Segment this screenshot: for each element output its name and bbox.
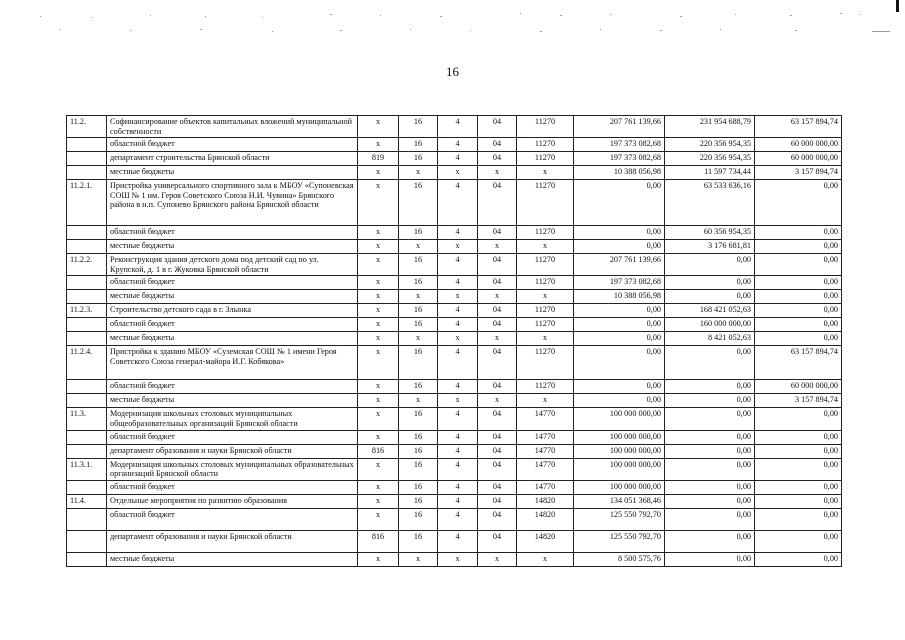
table-row bbox=[67, 444, 842, 458]
subprogram-code: 4 bbox=[438, 226, 478, 240]
table-row bbox=[67, 552, 842, 566]
amount-year2: 0,00 bbox=[665, 394, 755, 408]
amount-year1: 0,00 bbox=[574, 226, 665, 240]
table-row bbox=[67, 530, 842, 552]
subprogram-code: 4 bbox=[438, 152, 478, 166]
item-name: местные бюджеты bbox=[107, 332, 358, 346]
amount-year1: 10 388 056,98 bbox=[574, 290, 665, 304]
item-name: местные бюджеты bbox=[107, 240, 358, 254]
subprogram-code: 4 bbox=[438, 494, 478, 508]
amount-year1: 197 373 082,68 bbox=[574, 152, 665, 166]
amount-year3: 0,00 bbox=[755, 276, 842, 290]
direction-code: 11270 bbox=[517, 152, 574, 166]
item-name: Строительство детского сада в г. Злынка bbox=[107, 304, 358, 318]
subprogram-code: х bbox=[438, 332, 478, 346]
table-row bbox=[67, 166, 842, 180]
program-code: 16 bbox=[399, 430, 438, 444]
program-code: 16 bbox=[399, 318, 438, 332]
table-row bbox=[67, 494, 842, 508]
grbs-code: 819 bbox=[358, 152, 399, 166]
grbs-code: х bbox=[358, 180, 399, 226]
table-row bbox=[67, 508, 842, 530]
subprogram-code: 4 bbox=[438, 138, 478, 152]
direction-code: 11270 bbox=[517, 138, 574, 152]
direction-code: 11270 bbox=[517, 226, 574, 240]
row-number bbox=[67, 430, 107, 444]
amount-year3: 0,00 bbox=[755, 408, 842, 430]
event-code: 04 bbox=[478, 444, 517, 458]
amount-year3: 0,00 bbox=[755, 318, 842, 332]
table-row bbox=[67, 430, 842, 444]
row-number bbox=[67, 138, 107, 152]
amount-year2: 231 954 688,79 bbox=[665, 116, 755, 138]
subprogram-code: 4 bbox=[438, 346, 478, 380]
event-code: 04 bbox=[478, 318, 517, 332]
event-code: 04 bbox=[478, 530, 517, 552]
amount-year3: 0,00 bbox=[755, 444, 842, 458]
subprogram-code: х bbox=[438, 166, 478, 180]
item-name: департамент образования и науки Брянской области bbox=[107, 444, 358, 458]
grbs-code: х bbox=[358, 318, 399, 332]
direction-code: 14770 bbox=[517, 444, 574, 458]
event-code: 04 bbox=[478, 346, 517, 380]
amount-year3: 60 000 000,00 bbox=[755, 138, 842, 152]
amount-year1: 207 761 139,66 bbox=[574, 254, 665, 276]
item-name: областной бюджет bbox=[107, 318, 358, 332]
event-code: х bbox=[478, 166, 517, 180]
table-row bbox=[67, 254, 842, 276]
event-code: х bbox=[478, 552, 517, 566]
subprogram-code: 4 bbox=[438, 380, 478, 394]
amount-year3: 60 000 000,00 bbox=[755, 152, 842, 166]
row-number bbox=[67, 380, 107, 394]
grbs-code: х bbox=[358, 480, 399, 494]
amount-year3: 0,00 bbox=[755, 254, 842, 276]
grbs-code: х bbox=[358, 290, 399, 304]
subprogram-code: 4 bbox=[438, 480, 478, 494]
event-code: 04 bbox=[478, 458, 517, 480]
item-name: местные бюджеты bbox=[107, 166, 358, 180]
amount-year3: 0,00 bbox=[755, 180, 842, 226]
row-number bbox=[67, 394, 107, 408]
grbs-code: х bbox=[358, 138, 399, 152]
amount-year1: 197 373 082,68 bbox=[574, 276, 665, 290]
grbs-code: х bbox=[358, 346, 399, 380]
event-code: 04 bbox=[478, 226, 517, 240]
row-number bbox=[67, 152, 107, 166]
amount-year3: 63 157 894,74 bbox=[755, 346, 842, 380]
item-name: департамент строительства Брянской области bbox=[107, 152, 358, 166]
item-name: Пристройка к зданию МБОУ «Суземская СОШ № 1 имени Героя Советского Союза генерал-майора И.Г. Кобякова» bbox=[107, 346, 358, 380]
table-row bbox=[67, 304, 842, 318]
direction-code: 14770 bbox=[517, 458, 574, 480]
item-name: областной бюджет bbox=[107, 226, 358, 240]
row-number bbox=[67, 530, 107, 552]
item-name: Модернизация школьных столовых муниципальных образовательных организаций Брянской области bbox=[107, 458, 358, 480]
direction-code: х bbox=[517, 394, 574, 408]
amount-year3: 0,00 bbox=[755, 552, 842, 566]
amount-year1: 100 000 000,00 bbox=[574, 408, 665, 430]
amount-year2: 0,00 bbox=[665, 552, 755, 566]
row-number bbox=[67, 444, 107, 458]
event-code: 04 bbox=[478, 508, 517, 530]
amount-year2: 0,00 bbox=[665, 530, 755, 552]
amount-year3: 0,00 bbox=[755, 240, 842, 254]
subprogram-code: 4 bbox=[438, 408, 478, 430]
event-code: х bbox=[478, 240, 517, 254]
grbs-code: х bbox=[358, 240, 399, 254]
amount-year2: 63 533 636,16 bbox=[665, 180, 755, 226]
amount-year1: 0,00 bbox=[574, 346, 665, 380]
table-row bbox=[67, 380, 842, 394]
amount-year2: 0,00 bbox=[665, 276, 755, 290]
amount-year2: 3 176 681,81 bbox=[665, 240, 755, 254]
row-number: 11.2. bbox=[67, 116, 107, 138]
amount-year2: 0,00 bbox=[665, 480, 755, 494]
grbs-code: х bbox=[358, 458, 399, 480]
direction-code: х bbox=[517, 290, 574, 304]
table-row bbox=[67, 138, 842, 152]
grbs-code: х bbox=[358, 276, 399, 290]
event-code: 04 bbox=[478, 304, 517, 318]
item-name: местные бюджеты bbox=[107, 290, 358, 304]
subprogram-code: 4 bbox=[438, 530, 478, 552]
subprogram-code: 4 bbox=[438, 304, 478, 318]
item-name: областной бюджет bbox=[107, 138, 358, 152]
program-code: х bbox=[399, 332, 438, 346]
amount-year1: 0,00 bbox=[574, 240, 665, 254]
program-code: х bbox=[399, 240, 438, 254]
amount-year2: 0,00 bbox=[665, 254, 755, 276]
grbs-code: х bbox=[358, 116, 399, 138]
row-number: 11.2.4. bbox=[67, 346, 107, 380]
amount-year2: 11 597 734,44 bbox=[665, 166, 755, 180]
amount-year1: 10 388 056,98 bbox=[574, 166, 665, 180]
item-name: местные бюджеты bbox=[107, 394, 358, 408]
row-number bbox=[67, 552, 107, 566]
amount-year3: 60 000 000,00 bbox=[755, 380, 842, 394]
subprogram-code: 4 bbox=[438, 276, 478, 290]
table-row bbox=[67, 332, 842, 346]
program-code: 16 bbox=[399, 480, 438, 494]
event-code: 04 bbox=[478, 380, 517, 394]
program-code: х bbox=[399, 394, 438, 408]
amount-year3: 0,00 bbox=[755, 530, 842, 552]
row-number bbox=[67, 276, 107, 290]
amount-year1: 100 000 000,00 bbox=[574, 480, 665, 494]
direction-code: 14770 bbox=[517, 480, 574, 494]
direction-code: 11270 bbox=[517, 116, 574, 138]
subprogram-code: 4 bbox=[438, 508, 478, 530]
amount-year1: 0,00 bbox=[574, 394, 665, 408]
program-code: 16 bbox=[399, 180, 438, 226]
program-code: 16 bbox=[399, 304, 438, 318]
table-row bbox=[67, 408, 842, 430]
table-row bbox=[67, 318, 842, 332]
program-code: 16 bbox=[399, 530, 438, 552]
item-name: областной бюджет bbox=[107, 480, 358, 494]
amount-year2: 8 421 052,63 bbox=[665, 332, 755, 346]
amount-year3: 0,00 bbox=[755, 226, 842, 240]
amount-year1: 100 000 000,00 bbox=[574, 444, 665, 458]
direction-code: 14820 bbox=[517, 530, 574, 552]
grbs-code: 816 bbox=[358, 530, 399, 552]
row-number bbox=[67, 318, 107, 332]
row-number bbox=[67, 226, 107, 240]
direction-code: 11270 bbox=[517, 254, 574, 276]
amount-year2: 220 356 954,35 bbox=[665, 138, 755, 152]
program-code: х bbox=[399, 166, 438, 180]
subprogram-code: 4 bbox=[438, 458, 478, 480]
event-code: 04 bbox=[478, 254, 517, 276]
subprogram-code: х bbox=[438, 394, 478, 408]
program-code: х bbox=[399, 552, 438, 566]
subprogram-code: х bbox=[438, 240, 478, 254]
program-code: 16 bbox=[399, 152, 438, 166]
item-name: Софинансирование объектов капитальных вложений муниципальной собственности bbox=[107, 116, 358, 138]
event-code: 04 bbox=[478, 276, 517, 290]
event-code: 04 bbox=[478, 494, 517, 508]
event-code: 04 bbox=[478, 408, 517, 430]
amount-year1: 197 373 082,68 bbox=[574, 138, 665, 152]
subprogram-code: 4 bbox=[438, 430, 478, 444]
item-name: департамент образования и науки Брянской области bbox=[107, 530, 358, 552]
grbs-code: х bbox=[358, 394, 399, 408]
program-code: 16 bbox=[399, 380, 438, 394]
grbs-code: х bbox=[358, 552, 399, 566]
grbs-code: х bbox=[358, 494, 399, 508]
grbs-code: х bbox=[358, 166, 399, 180]
amount-year1: 100 000 000,00 bbox=[574, 430, 665, 444]
direction-code: 14820 bbox=[517, 508, 574, 530]
row-number bbox=[67, 332, 107, 346]
amount-year3: 0,00 bbox=[755, 332, 842, 346]
event-code: 04 bbox=[478, 180, 517, 226]
item-name: Реконструкция здания детского дома под детский сад по ул. Крупской, д. 1 в г. Жуковка Брянской области bbox=[107, 254, 358, 276]
item-name: Модернизация школьных столовых муниципальных общеобразовательных организаций Брянской области bbox=[107, 408, 358, 430]
item-name: областной бюджет bbox=[107, 430, 358, 444]
amount-year2: 0,00 bbox=[665, 346, 755, 380]
grbs-code: х bbox=[358, 226, 399, 240]
row-number: 11.3. bbox=[67, 408, 107, 430]
amount-year2: 0,00 bbox=[665, 290, 755, 304]
grbs-code: 816 bbox=[358, 444, 399, 458]
amount-year2: 0,00 bbox=[665, 430, 755, 444]
table-row bbox=[67, 480, 842, 494]
subprogram-code: 4 bbox=[438, 180, 478, 226]
table-row bbox=[67, 458, 842, 480]
direction-code: 14770 bbox=[517, 430, 574, 444]
amount-year1: 0,00 bbox=[574, 380, 665, 394]
amount-year1: 0,00 bbox=[574, 304, 665, 318]
row-number: 11.2.2. bbox=[67, 254, 107, 276]
amount-year1: 125 550 792,70 bbox=[574, 508, 665, 530]
table-row bbox=[67, 394, 842, 408]
amount-year3: 0,00 bbox=[755, 508, 842, 530]
amount-year2: 0,00 bbox=[665, 508, 755, 530]
scan-noise bbox=[0, 0, 905, 40]
amount-year1: 100 000 000,00 bbox=[574, 458, 665, 480]
row-number: 11.2.3. bbox=[67, 304, 107, 318]
grbs-code: х bbox=[358, 408, 399, 430]
subprogram-code: х bbox=[438, 290, 478, 304]
grbs-code: х bbox=[358, 254, 399, 276]
event-code: х bbox=[478, 332, 517, 346]
direction-code: х bbox=[517, 240, 574, 254]
row-number: 11.3.1. bbox=[67, 458, 107, 480]
event-code: 04 bbox=[478, 430, 517, 444]
amount-year2: 0,00 bbox=[665, 494, 755, 508]
program-code: 16 bbox=[399, 226, 438, 240]
row-number bbox=[67, 508, 107, 530]
item-name: местные бюджеты bbox=[107, 552, 358, 566]
table-row bbox=[67, 290, 842, 304]
row-number: 11.2.1. bbox=[67, 180, 107, 226]
event-code: 04 bbox=[478, 480, 517, 494]
item-name: Отдельные мероприятия по развитию образования bbox=[107, 494, 358, 508]
table-row bbox=[67, 276, 842, 290]
subprogram-code: 4 bbox=[438, 318, 478, 332]
event-code: х bbox=[478, 394, 517, 408]
subprogram-code: х bbox=[438, 552, 478, 566]
amount-year3: 0,00 bbox=[755, 290, 842, 304]
amount-year3: 0,00 bbox=[755, 494, 842, 508]
row-number bbox=[67, 480, 107, 494]
scan-edge-mark bbox=[896, 0, 899, 12]
page-number: 16 bbox=[446, 64, 459, 79]
amount-year2: 0,00 bbox=[665, 444, 755, 458]
direction-code: 11270 bbox=[517, 380, 574, 394]
row-number bbox=[67, 166, 107, 180]
table-row bbox=[67, 116, 842, 138]
event-code: 04 bbox=[478, 116, 517, 138]
direction-code: 11270 bbox=[517, 276, 574, 290]
subprogram-code: 4 bbox=[438, 444, 478, 458]
direction-code: х bbox=[517, 166, 574, 180]
row-number bbox=[67, 290, 107, 304]
budget-table bbox=[66, 115, 842, 567]
direction-code: 11270 bbox=[517, 180, 574, 226]
table-row bbox=[67, 240, 842, 254]
amount-year1: 0,00 bbox=[574, 332, 665, 346]
program-code: 16 bbox=[399, 408, 438, 430]
direction-code: 11270 bbox=[517, 346, 574, 380]
item-name: областной бюджет bbox=[107, 380, 358, 394]
grbs-code: х bbox=[358, 304, 399, 318]
amount-year3: 0,00 bbox=[755, 458, 842, 480]
program-code: 16 bbox=[399, 254, 438, 276]
amount-year1: 207 761 139,66 bbox=[574, 116, 665, 138]
subprogram-code: 4 bbox=[438, 116, 478, 138]
grbs-code: х bbox=[358, 430, 399, 444]
event-code: х bbox=[478, 290, 517, 304]
grbs-code: х bbox=[358, 380, 399, 394]
table-row bbox=[67, 152, 842, 166]
amount-year1: 0,00 bbox=[574, 318, 665, 332]
event-code: 04 bbox=[478, 138, 517, 152]
amount-year3: 0,00 bbox=[755, 430, 842, 444]
amount-year2: 220 356 954,35 bbox=[665, 152, 755, 166]
table-row bbox=[67, 180, 842, 226]
direction-code: 11270 bbox=[517, 318, 574, 332]
program-code: 16 bbox=[399, 444, 438, 458]
row-number: 11.4. bbox=[67, 494, 107, 508]
table-row bbox=[67, 226, 842, 240]
amount-year2: 0,00 bbox=[665, 380, 755, 394]
amount-year3: 3 157 894,74 bbox=[755, 394, 842, 408]
amount-year3: 3 157 894,74 bbox=[755, 166, 842, 180]
amount-year3: 63 157 894,74 bbox=[755, 116, 842, 138]
program-code: 16 bbox=[399, 276, 438, 290]
direction-code: х bbox=[517, 552, 574, 566]
event-code: 04 bbox=[478, 152, 517, 166]
direction-code: 11270 bbox=[517, 304, 574, 318]
program-code: 16 bbox=[399, 508, 438, 530]
table-row bbox=[67, 346, 842, 380]
amount-year1: 8 500 575,76 bbox=[574, 552, 665, 566]
direction-code: 14770 bbox=[517, 408, 574, 430]
amount-year2: 0,00 bbox=[665, 408, 755, 430]
amount-year1: 0,00 bbox=[574, 180, 665, 226]
subprogram-code: 4 bbox=[438, 254, 478, 276]
direction-code: 14820 bbox=[517, 494, 574, 508]
row-number bbox=[67, 240, 107, 254]
program-code: 16 bbox=[399, 494, 438, 508]
program-code: 16 bbox=[399, 346, 438, 380]
item-name: Пристройка универсального спортивного зала к МБОУ «Супоневская СОШ № 1 им. Героя Советского Союза Н.И. Чувина» Брянского района в н.п. Супонево Брянского района Брянской области bbox=[107, 180, 358, 226]
program-code: х bbox=[399, 290, 438, 304]
amount-year3: 0,00 bbox=[755, 480, 842, 494]
amount-year1: 125 550 792,70 bbox=[574, 530, 665, 552]
amount-year2: 0,00 bbox=[665, 458, 755, 480]
item-name: областной бюджет bbox=[107, 508, 358, 530]
amount-year2: 168 421 052,63 bbox=[665, 304, 755, 318]
program-code: 16 bbox=[399, 116, 438, 138]
amount-year3: 0,00 bbox=[755, 304, 842, 318]
amount-year2: 160 000 000,00 bbox=[665, 318, 755, 332]
grbs-code: х bbox=[358, 332, 399, 346]
program-code: 16 bbox=[399, 458, 438, 480]
program-code: 16 bbox=[399, 138, 438, 152]
amount-year1: 134 051 368,46 bbox=[574, 494, 665, 508]
direction-code: х bbox=[517, 332, 574, 346]
grbs-code: х bbox=[358, 508, 399, 530]
item-name: областной бюджет bbox=[107, 276, 358, 290]
amount-year2: 60 356 954,35 bbox=[665, 226, 755, 240]
